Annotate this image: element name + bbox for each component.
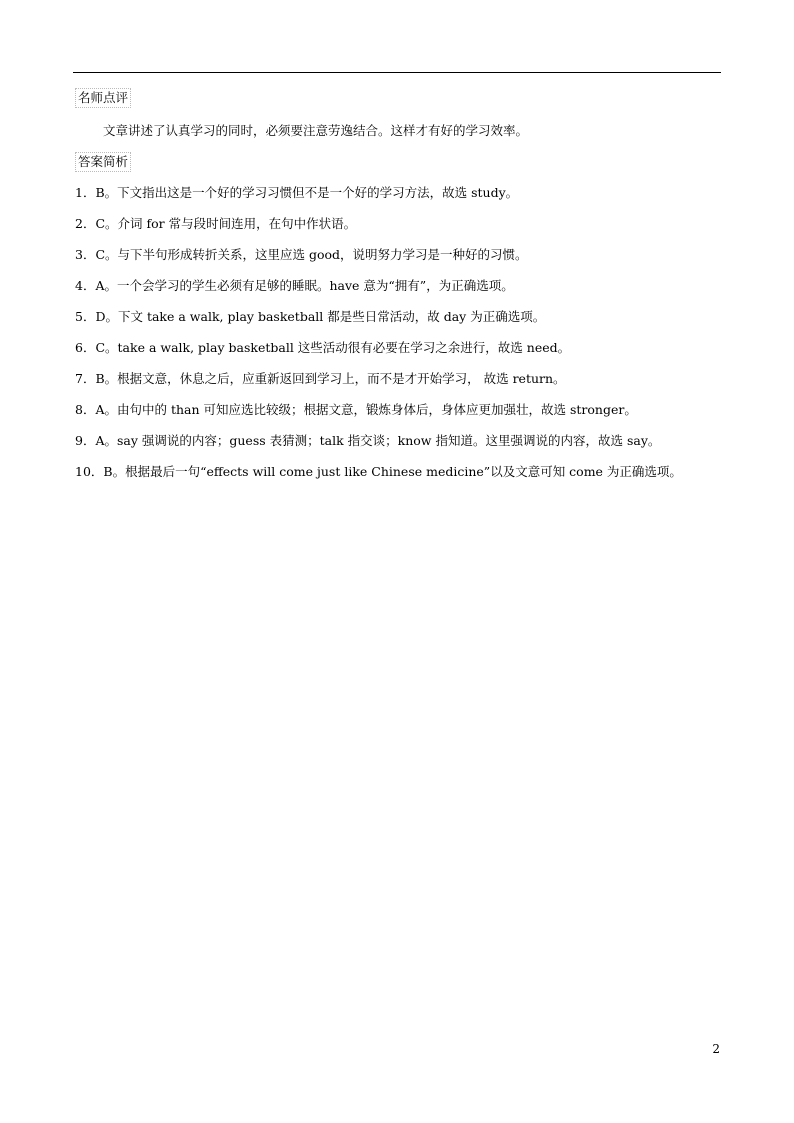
review-text: 文章讲述了认真学习的同时，必须要注意劳逸结合。这样才有好的学习效率。 [103,123,529,138]
answer-item-2: 2．C。介词 for 常与段时间连用，在句中作状语。 [75,216,357,231]
answer-item-3: 3．C。与下半句形成转折关系，这里应选 good，说明努力学习是一种好的习惯。 [75,247,528,262]
review-section [75,82,725,113]
answer-item-4: 4．A。一个会学习的学生必须有足够的睡眠。have 意为“拥有”，为正确选项。 [75,278,514,293]
answer-item-8: 8．A。由句中的 than 可知应选比较级；根据文意，锻炼身体后，身体应更加强壮，故选 stronger。 [75,402,637,417]
answer-item-1: 1．B。下文指出这是一个好的学习习惯但不是一个好的学习方法，故选 study。 [75,185,519,200]
answer-item-9: 9．A。say 强调说的内容；guess 表猜测；talk 指交谈；know 指知道。这里强调说的内容，故选 say。 [75,433,661,448]
answer-item-5: 5．D。下文 take a walk, play basketball 都是些日常活动，故 day 为正确选项。 [75,309,546,324]
review-label: 名师点评 [75,88,131,108]
header-rule [73,72,721,73]
answers-section [75,146,725,177]
answer-item-6: 6．C。take a walk, play basketball 这些活动很有必要在学习之余进行，故选 need。 [75,340,571,355]
answers-label: 答案简析 [75,152,131,172]
page-content [75,82,725,487]
answer-item-10: 10．B。根据最后一句“effects will come just like Chinese medicine”以及文意可知 come 为正确选项。 [75,464,682,479]
page-number: 2 [712,1042,720,1056]
answer-item-7: 7．B。根据文意，休息之后，应重新返回到学习上，而不是才开始学习， 故选 return。 [75,371,566,386]
